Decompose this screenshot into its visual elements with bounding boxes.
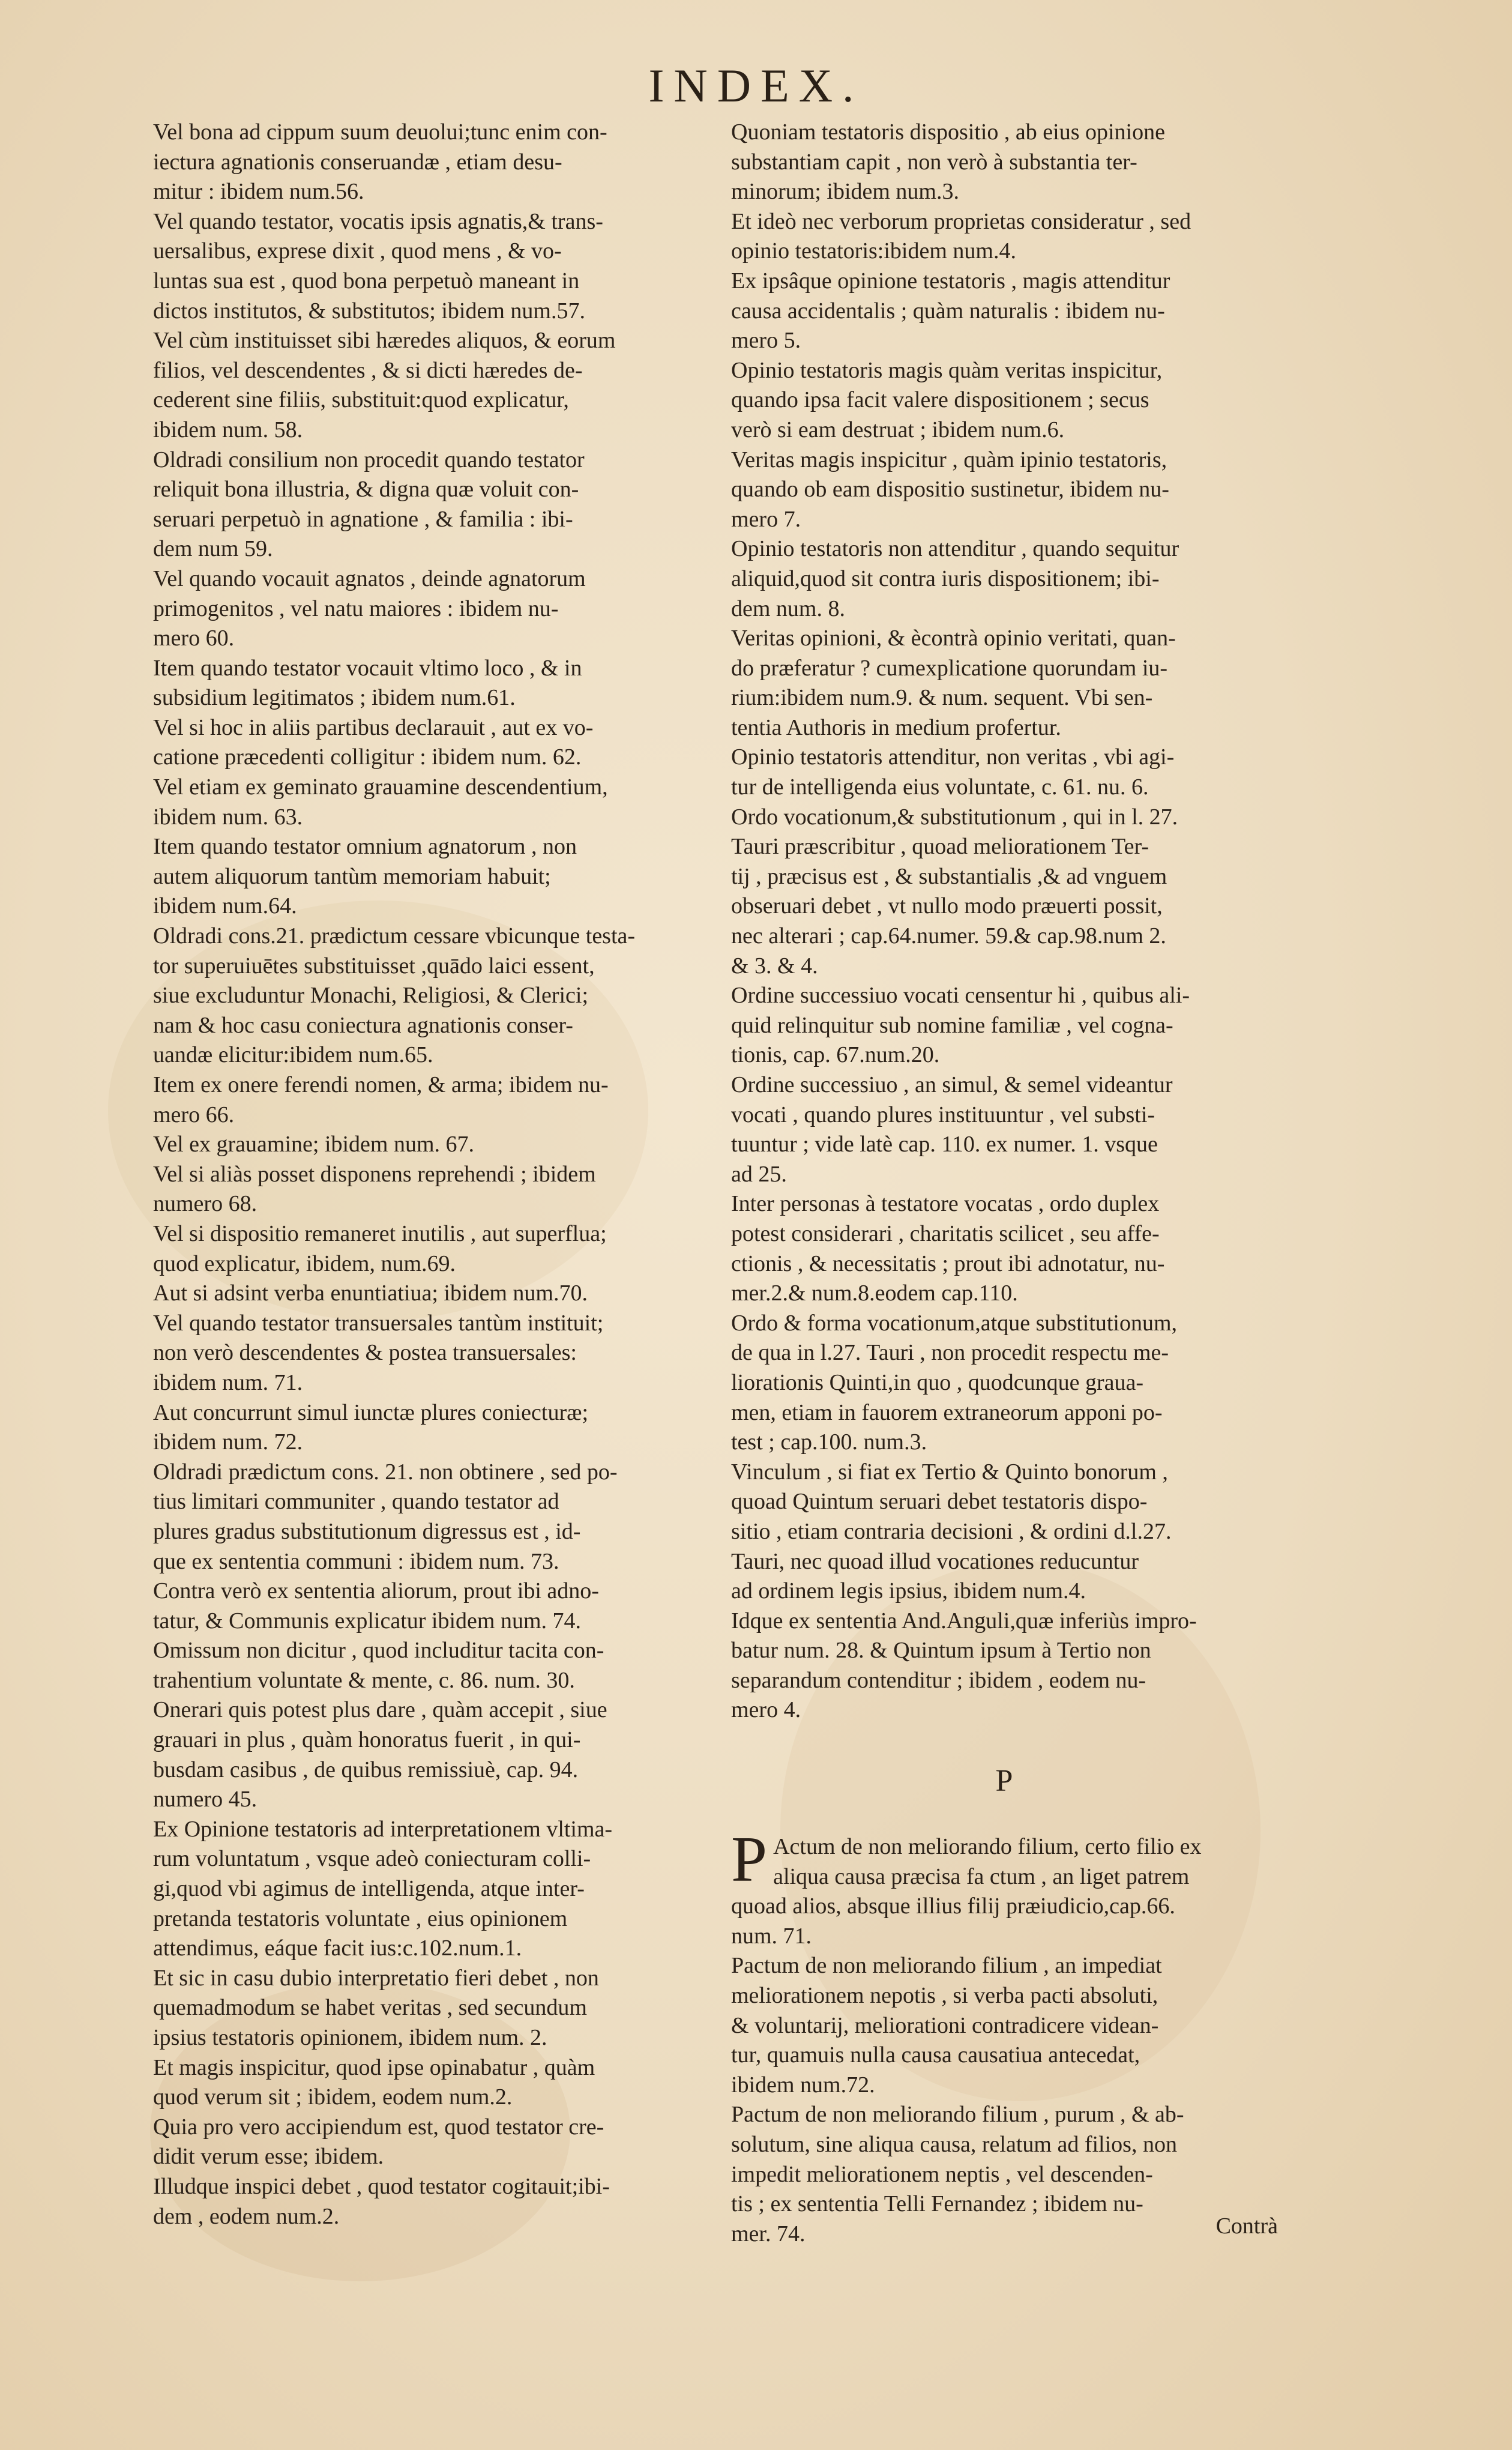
index-entry-line: tis ; ex sententia Telli Fernandez ; ibidem nu- xyxy=(731,2191,1143,2217)
index-entry-line: non verò descendentes & postea transuersales: xyxy=(153,1340,577,1366)
index-entry-line: quod verum sit ; ibidem, eodem num.2. xyxy=(153,2084,513,2110)
index-entry-line: plures gradus substitutionum digressus est , id- xyxy=(153,1518,581,1544)
index-entry-line: primogenitos , vel natu maiores : ibidem nu- xyxy=(153,596,559,621)
index-entry xyxy=(731,1189,1277,1308)
index-entry-line: test ; cap.100. num.3. xyxy=(731,1429,927,1455)
index-entry-line: quando ipsa facit valere dispositionem ; secus xyxy=(731,387,1149,413)
index-entry-line: catione præcedenti colligitur : ibidem num. 62. xyxy=(153,744,582,770)
index-entry xyxy=(153,1160,705,1219)
index-entry-line: Item ex onere ferendi nomen, & arma; ibidem nu- xyxy=(153,1072,609,1097)
index-entry-line: dem num 59. xyxy=(153,536,273,562)
index-entry-line: solutum, sine aliqua causa, relatum ad filios, non xyxy=(731,2132,1177,2157)
index-column-right xyxy=(731,118,1277,2249)
index-entry-line: tur, quamuis nulla causa causatiua antecedat, xyxy=(731,2042,1140,2068)
index-entry-line: impedit meliorationem neptis , vel descenden- xyxy=(731,2161,1153,2187)
index-entry-line: mer.2.& num.8.eodem cap.110. xyxy=(731,1281,1018,1306)
index-entry-line: ibidem num. 63. xyxy=(153,804,303,830)
index-entry xyxy=(153,1219,705,1279)
index-entry-line: Et ideò nec verborum proprietas consideratur , sed xyxy=(731,208,1191,234)
index-entry-line: uandæ elicitur:ibidem num.65. xyxy=(153,1042,433,1068)
index-entry xyxy=(153,654,705,713)
index-entry-line: Aut si adsint verba enuntiatiua; ibidem num.70. xyxy=(153,1281,588,1306)
index-entry-line: rum voluntatum , vsque adeò coniecturam colli- xyxy=(153,1846,591,1872)
index-entry-line: Item quando testator omnium agnatorum , non xyxy=(153,834,577,860)
index-entry-line: grauari in plus , quàm honoratus fuerit , in qui- xyxy=(153,1727,581,1753)
index-entry-line: separandum contenditur ; ibidem , eodem nu- xyxy=(731,1667,1146,1693)
index-entry-line: men, etiam in fauorem extraneorum apponi po- xyxy=(731,1399,1163,1425)
index-entry-line: Aut concurrunt simul iunctæ plures coniecturæ; xyxy=(153,1399,589,1425)
index-entry-line: busdam casibus , de quibus remissiuè, cap. 94. xyxy=(153,1757,579,1782)
index-entry xyxy=(731,1070,1277,1189)
index-entry-line: Veritas opinioni, & ècontrà opinio veritati, quan- xyxy=(731,626,1176,651)
index-entry-line: Illudque inspici debet , quod testator cogitauit;ibi- xyxy=(153,2173,610,2199)
index-entry-line: Ordine successiuo , an simul, & semel videantur xyxy=(731,1072,1173,1097)
index-entry-line: aliqua causa præcisa fa ctum , an liget patrem xyxy=(773,1863,1190,1889)
index-entry-line: trahentium voluntate & mente, c. 86. num. 30. xyxy=(153,1667,575,1693)
index-entry-line: Vel si aliàs posset disponens reprehendi ; ibidem xyxy=(153,1161,596,1187)
index-entry xyxy=(731,2100,1277,2249)
index-entry xyxy=(153,1695,705,1814)
index-entry-line: Veritas magis inspicitur , quàm ipinio testatoris, xyxy=(731,447,1167,472)
index-entry xyxy=(731,1951,1277,2100)
index-entry-line: Et sic in casu dubio interpretatio fieri debet , non xyxy=(153,1965,599,1991)
index-entry-line: Opinio testatoris non attenditur , quando sequitur xyxy=(731,536,1179,562)
index-entry-line: tur de intelligenda eius voluntate, c. 61. nu. 6. xyxy=(731,774,1149,800)
index-entry-line: mero 5. xyxy=(731,328,801,354)
index-entry xyxy=(153,2053,705,2113)
index-entry-line: tuuntur ; vide latè cap. 110. ex numer. 1. vsque xyxy=(731,1132,1158,1157)
index-entry xyxy=(153,1279,705,1309)
index-entry-line: & 3. & 4. xyxy=(731,953,818,979)
index-entry-line: siue excluduntur Monachi, Religiosi, & Clerici; xyxy=(153,983,589,1009)
index-entry-line: didit verum esse; ibidem. xyxy=(153,2144,384,2170)
index-entry xyxy=(731,207,1277,267)
index-entry-line: Vel quando testator transuersales tantùm instituit; xyxy=(153,1310,604,1336)
index-entry-line: verò si eam destruat ; ibidem num.6. xyxy=(731,417,1065,442)
index-entry-line: ibidem num.72. xyxy=(731,2072,875,2098)
index-entry-line: autem aliquorum tantùm memoriam habuit; xyxy=(153,863,551,889)
index-entry-line: Ex Opinione testatoris ad interpretationem vltima- xyxy=(153,1816,613,1842)
index-entry-line: Actum de non meliorando filium, certo filio ex xyxy=(773,1834,1202,1860)
index-entry xyxy=(153,713,705,773)
index-entry-line: liorationis Quinti,in quo , quodcunque graua- xyxy=(731,1369,1144,1395)
index-entry-line: Vel etiam ex geminato grauamine descendentium, xyxy=(153,774,608,800)
page-title: INDEX. xyxy=(648,59,864,112)
index-entry-line: Omissum non dicitur , quod includitur tacita con- xyxy=(153,1638,604,1664)
index-entry-line: Pactum de non meliorando filium , purum , & ab- xyxy=(731,2102,1184,2128)
index-entry xyxy=(731,803,1277,982)
index-entry-line: dem , eodem num.2. xyxy=(153,2203,340,2229)
index-entry xyxy=(731,445,1277,535)
index-entry-line: batur num. 28. & Quintum ipsum à Tertio non xyxy=(731,1638,1151,1664)
index-entry-line: ibidem num. 71. xyxy=(153,1369,303,1395)
index-entry xyxy=(153,326,705,445)
index-entry xyxy=(731,267,1277,356)
index-entry-line: pretanda testatoris voluntate , eius opinionem xyxy=(153,1905,568,1931)
index-entry-line: tionis, cap. 67.num.20. xyxy=(731,1042,940,1068)
index-entry-line: de qua in l.27. Tauri , non procedit respectu me- xyxy=(731,1340,1169,1366)
index-entry-line: tius limitari communiter , quando testator ad xyxy=(153,1489,559,1515)
index-entry-line: ctionis , & necessitatis ; prout ibi adnotatur, nu- xyxy=(731,1251,1165,1276)
index-entry xyxy=(153,773,705,832)
index-entry-line: mitur : ibidem num.56. xyxy=(153,179,364,205)
index-entry-line: Inter personas à testatore vocatas , ordo duplex xyxy=(731,1191,1160,1217)
index-entry xyxy=(153,1070,705,1130)
index-entry xyxy=(731,1824,1277,1951)
index-entry xyxy=(153,2113,705,2172)
index-entry xyxy=(731,118,1277,207)
index-entry xyxy=(731,624,1277,743)
index-entry-line: quando ob eam dispositio sustinetur, ibidem nu- xyxy=(731,477,1169,502)
index-entry-line: substantiam capit , non verò à substantia ter- xyxy=(731,149,1137,175)
index-entry xyxy=(153,1458,705,1577)
index-entry-line: ibidem num.64. xyxy=(153,893,297,919)
index-entry-line: Vel cùm instituisset sibi hæredes aliquos, & eorum xyxy=(153,328,616,354)
index-entry xyxy=(153,832,705,922)
index-entry xyxy=(731,981,1277,1070)
index-entry-line: meliorationem nepotis , si verba pacti absoluti, xyxy=(731,1983,1158,2009)
index-entry-line: dem num. 8. xyxy=(731,596,845,621)
index-entry-line: Oldradi prædictum cons. 21. non obtinere , sed po- xyxy=(153,1459,618,1485)
index-entry-line: tor superuiuētes substituisset ,quādo laici essent, xyxy=(153,953,595,979)
index-entry-line: ad 25. xyxy=(731,1161,787,1187)
index-entry-line: nam & hoc casu coniectura agnationis conser- xyxy=(153,1012,573,1038)
index-entry-line: ipsius testatoris opinionem, ibidem num. 2. xyxy=(153,2025,547,2050)
index-entry-line: & voluntarij, meliorationi contradicere videan- xyxy=(731,2012,1159,2038)
catchword: Contrà xyxy=(1215,2213,1278,2239)
index-entry-line: mero 60. xyxy=(153,626,235,651)
index-entry xyxy=(153,1815,705,1964)
index-entry-line: Quia pro vero accipiendum est, quod testator cre- xyxy=(153,2114,604,2140)
index-entry-line: opinio testatoris:ibidem num.4. xyxy=(731,238,1016,264)
index-entry xyxy=(153,207,705,326)
index-entry-line: do præferatur ? cumexplicatione quorundam iu- xyxy=(731,655,1168,681)
index-entry-line: tij , præcisus est , & substantialis ,& ad vnguem xyxy=(731,863,1167,889)
index-entry-line: aliquid,quod sit contra iuris dispositionem; ibi- xyxy=(731,566,1160,591)
index-entry-line: Vinculum , si fiat ex Tertio & Quinto bonorum , xyxy=(731,1459,1168,1485)
index-entry-line: Vel si dispositio remaneret inutilis , aut superflua; xyxy=(153,1220,607,1246)
index-entry-line: que ex sententia communi : ibidem num. 73. xyxy=(153,1548,559,1574)
section-letter: P xyxy=(995,1764,1013,1799)
index-entry-line: tatur, & Communis explicatur ibidem num. 74. xyxy=(153,1608,582,1634)
index-entry-line: Vel ex grauamine; ibidem num. 67. xyxy=(153,1132,475,1157)
index-entry-line: Vel quando vocauit agnatos , deinde agnatorum xyxy=(153,566,586,591)
index-entry-line: numero 68. xyxy=(153,1191,258,1217)
index-entry-line: Ordo vocationum,& substitutionum , qui in l. 27. xyxy=(731,804,1178,830)
index-entry-line: Ex ipsâque opinione testatoris , magis attenditur xyxy=(731,268,1170,294)
index-entry-line: vocati , quando plures instituuntur , vel substi- xyxy=(731,1102,1155,1127)
drop-cap: P xyxy=(731,1824,768,1896)
index-entry xyxy=(731,534,1277,624)
index-entry xyxy=(153,118,705,207)
index-entry-line: ad ordinem legis ipsius, ibidem num.4. xyxy=(731,1578,1086,1604)
index-entry-line: nec alterari ; cap.64.numer. 59.& cap.98.num 2. xyxy=(731,923,1166,949)
index-entry-line: Tauri, nec quoad illud vocationes reducuntur xyxy=(731,1548,1139,1574)
index-entry-line: mero 7. xyxy=(731,506,801,532)
index-entry-line: potest considerari , charitatis scilicet , seu affe- xyxy=(731,1220,1160,1246)
index-entry-line: luntas sua est , quod bona perpetuò maneant in xyxy=(153,268,580,294)
index-entry-line: Idque ex sententia And.Anguli,quæ inferiùs impro- xyxy=(731,1608,1197,1634)
index-entry-line: subsidium legitimatos ; ibidem num.61. xyxy=(153,685,516,711)
index-entry-line: Onerari quis potest plus dare , quàm accepit , siue xyxy=(153,1697,607,1723)
index-entry-line: Oldradi consilium non procedit quando testator xyxy=(153,447,585,472)
index-entry-line: uersalibus, exprese dixit , quod mens , & vo- xyxy=(153,238,562,264)
index-column-left xyxy=(153,118,705,2231)
index-entry-line: ibidem num. 58. xyxy=(153,417,303,442)
index-entry-line: Opinio testatoris attenditur, non veritas , vbi agi- xyxy=(731,744,1175,770)
index-entry-line: Oldradi cons.21. prædictum cessare vbicunque testa- xyxy=(153,923,636,949)
index-entry xyxy=(153,2172,705,2231)
index-entry-line: gi,quod vbi agimus de intelligenda, atque inter- xyxy=(153,1876,585,1902)
index-entry-line: Ordine successiuo vocati censentur hi , quibus ali- xyxy=(731,983,1190,1009)
index-entry-line: reliquit bona illustria, & digna quæ voluit con- xyxy=(153,477,579,502)
index-entry xyxy=(731,743,1277,802)
index-entry xyxy=(153,922,705,1070)
index-entry-line: quoad Quintum seruari debet testatoris dispo- xyxy=(731,1489,1148,1515)
index-entry-line: mero 4. xyxy=(731,1697,801,1723)
index-entry-line: Opinio testatoris magis quàm veritas inspicitur, xyxy=(731,357,1163,383)
index-entry-line: Pactum de non meliorando filium , an impediat xyxy=(731,1953,1162,1979)
index-entry-line: Quoniam testatoris dispositio , ab eius opinione xyxy=(731,119,1165,145)
index-entry xyxy=(731,1309,1277,1458)
index-entry xyxy=(153,445,705,564)
index-entry-line: cederent sine filiis, substituit:quod explicatur, xyxy=(153,387,569,413)
index-entry-line: Ordo & forma vocationum,atque substitutionum, xyxy=(731,1310,1178,1336)
index-entry-line: Vel bona ad cippum suum deuolui;tunc enim con- xyxy=(153,119,607,145)
index-entry-line: quoad alios, absque illius filij præiudicio,cap.66. xyxy=(731,1893,1175,1919)
index-entry xyxy=(153,1964,705,2053)
index-entry-line: obseruari debet , vt nullo modo præuerti possit, xyxy=(731,893,1163,919)
index-entry xyxy=(731,1458,1277,1607)
index-entry-line: causa accidentalis ; quàm naturalis : ibidem nu- xyxy=(731,298,1165,324)
index-entry-line: quid relinquitur sub nomine familiæ , vel cogna- xyxy=(731,1012,1173,1038)
index-entry xyxy=(153,1130,705,1160)
index-entry-line: seruari perpetuò in agnatione , & familia : ibi- xyxy=(153,506,573,532)
index-entry-line: quemadmodum se habet veritas , sed secundum xyxy=(153,1995,587,2021)
index-entry-line: ibidem num. 72. xyxy=(153,1429,303,1455)
index-entry-line: Contra verò ex sententia aliorum, prout ibi adno- xyxy=(153,1578,599,1604)
index-entry-line: tentia Authoris in medium profertur. xyxy=(731,714,1061,740)
index-entry-line: dictos institutos, & substitutos; ibidem num.57. xyxy=(153,298,585,324)
index-entry-line: sitio , etiam contraria decisioni , & ordini d.l.27. xyxy=(731,1518,1172,1544)
index-entry xyxy=(153,1309,705,1398)
index-entry xyxy=(153,1398,705,1458)
index-entry-line: quod explicatur, ibidem, num.69. xyxy=(153,1251,456,1276)
index-entry-line: Vel si hoc in aliis partibus declarauit , aut ex vo- xyxy=(153,714,594,740)
index-entry-line: mer. 74. xyxy=(731,2221,806,2246)
index-entry xyxy=(153,564,705,654)
index-entry-line: iectura agnationis conseruandæ , etiam desu- xyxy=(153,149,562,175)
index-entry xyxy=(153,1636,705,1695)
index-entry xyxy=(731,356,1277,445)
index-entry xyxy=(731,1607,1277,1725)
index-entry-line: numero 45. xyxy=(153,1787,258,1812)
index-entry-line: minorum; ibidem num.3. xyxy=(731,179,959,205)
index-entry-line: attendimus, eáque facit ius:c.102.num.1. xyxy=(153,1936,522,1961)
index-entry-line: Et magis inspicitur, quod ipse opinabatur , quàm xyxy=(153,2054,595,2080)
index-entry-line: Item quando testator vocauit vltimo loco , & in xyxy=(153,655,582,681)
index-entry-line: rium:ibidem num.9. & num. sequent. Vbi sen- xyxy=(731,685,1153,711)
index-entry-line: Tauri præscribitur , quoad meliorationem Ter- xyxy=(731,834,1149,860)
index-entry-line: num. 71. xyxy=(731,1923,812,1949)
index-entry-line: mero 66. xyxy=(153,1102,235,1127)
index-entry-line: Vel quando testator, vocatis ipsis agnatis,& trans- xyxy=(153,208,603,234)
index-entry xyxy=(153,1577,705,1636)
index-entry-line: filios, vel descendentes , & si dicti hæredes de- xyxy=(153,357,583,383)
